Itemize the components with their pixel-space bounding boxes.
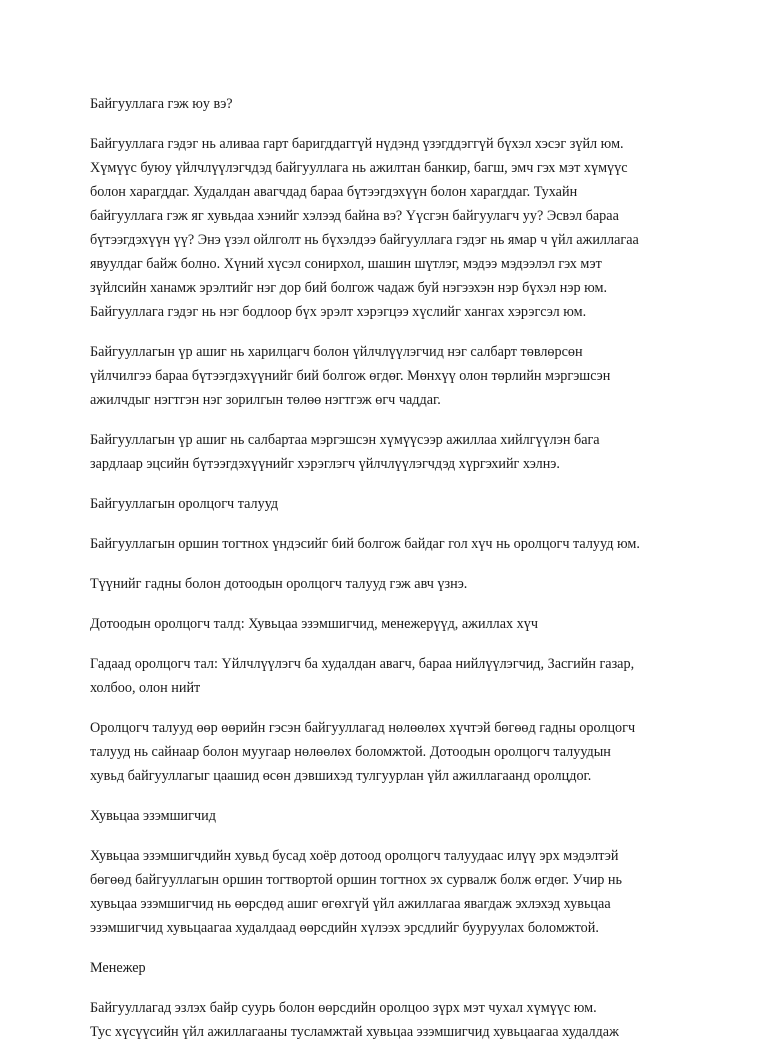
text-line: Байгууллага гэдэг нь аливаа гарт баригддаггүй нүдэнд үзэгддэггүй бүхэл хэсэг зүйл юм. bbox=[90, 136, 624, 152]
text-line: Байгууллагад эзлэх байр суурь болон өөрсдийн оролцоо зүрх мэт чухал хүмүүс юм. bbox=[90, 1000, 597, 1016]
heading-what-is-organization: Байгууллага гэж юу вэ? bbox=[90, 96, 233, 112]
paragraph-manager bbox=[90, 996, 690, 1044]
paragraph-stakeholders-intro bbox=[90, 532, 690, 556]
document-body bbox=[90, 92, 690, 1060]
text-line: ажилчдыг нэгтгэн нэг зорилгын төлөө нэгтгэж өгч чаддаг. bbox=[90, 392, 441, 408]
text-line: бөгөөд байгууллагын оршин тогтвортой оршин тогтнох эх сурвалж болж өгдөг. Учир нь bbox=[90, 872, 622, 888]
paragraph-benefit-two bbox=[90, 428, 690, 476]
text-line: явуулдаг байж болно. Хүний хүсэл сонирхол, шашин шүтлэг, мэдээ мэдээлэл гэх мэт bbox=[90, 256, 602, 272]
text-line: хувьцаа эзэмшигчид нь өөрсдөд ашиг өгөхгүй үйл ажиллагаа явагдаж эхлэхэд хувьцаа bbox=[90, 896, 611, 912]
paragraph-shareholders bbox=[90, 844, 690, 940]
text-line: Байгууллагын үр ашиг нь салбартаа мэргэшсэн хүмүүсээр ажиллаа хийлгүүлэн бага bbox=[90, 432, 600, 448]
text-line: Гадаад оролцогч тал: Үйлчлүүлэгч ба худалдан авагч, бараа нийлүүлэгчид, Засгийн газар, bbox=[90, 656, 635, 672]
text-line: Хувьцаа эзэмшигчдийн хувьд бусад хоёр дотоод оролцогч талуудаас илүү эрх мэдэлтэй bbox=[90, 848, 619, 864]
text-line: бүтээгдэхүүн үү? Энэ үзэл ойлголт нь бүхэлдээ байгууллага гэдэг нь ямар ч үйл ажиллагаа bbox=[90, 232, 639, 248]
paragraph-definition bbox=[90, 132, 690, 324]
text-line: Дотоодын оролцогч талд: Хувьцаа эзэмшигчид, менежерүүд, ажиллах хүч bbox=[90, 616, 538, 632]
heading-manager: Менежер bbox=[90, 960, 146, 976]
text-line: үйлчилгээ бараа бүтээгдэхүүнийг бий болгож өгдөг. Мөнхүү олон төрлийн мэргэшсэн bbox=[90, 368, 611, 384]
text-line: холбоо, олон нийт bbox=[90, 680, 201, 696]
text-line: Оролцогч талууд өөр өөрийн гэсэн байгууллагад нөлөөлөх хүчтэй бөгөөд гадны оролцогч bbox=[90, 720, 636, 736]
text-line: болон харагддаг. Худалдан авагчдад бараа бүтээгдэхүүн болон харагддаг. Тухайн bbox=[90, 184, 578, 200]
text-line: байгууллага гэж яг хувьдаа хэнийг хэлээд байна вэ? Үүсгэн байгуулагч уу? Эсвэл бараа bbox=[90, 208, 619, 224]
text-line: Тус хүсүүсийн үйл ажиллагааны тусламжтай хувьцаа эзэмшигчид хувьцаагаа худалдаж bbox=[90, 1024, 619, 1040]
text-line: Байгууллагын оршин тогтнох үндэсийг бий болгож байдаг гол хүч нь оролцогч талууд юм. bbox=[90, 536, 640, 552]
text-line: зүйлсийн ханамж эрэлтийг нэг дор бий болгож чадаж буй нэгээхэн нэр бүхэл нэр юм. bbox=[90, 280, 608, 296]
text-line: эзэмшигчид хувьцаагаа худалдаад өөрсдийн хүлээх эрсдлийг бууруулах боломжтой. bbox=[90, 920, 599, 936]
paragraph-benefit-one bbox=[90, 340, 690, 412]
paragraph-external-stakeholders bbox=[90, 652, 690, 700]
paragraph-stakeholders-types bbox=[90, 572, 690, 596]
paragraph-stakeholder-influence bbox=[90, 716, 690, 788]
text-line: Хүмүүс буюу үйлчлүүлэгчдэд байгууллага нь ажилтан банкир, багш, эмч гэх мэт хүмүүс bbox=[90, 160, 628, 176]
heading-shareholders: Хувьцаа эзэмшигчид bbox=[90, 808, 216, 824]
text-line: Түүнийг гадны болон дотоодын оролцогч талууд гэж авч үзнэ. bbox=[90, 576, 468, 592]
text-line: талууд нь сайнаар болон муугаар нөлөөлөх боломжтой. Дотоодын оролцогч талуудын bbox=[90, 744, 611, 760]
text-line: хувьд байгууллагыг цаашид өсөн дэвшихэд тулгуурлан үйл ажиллагаанд оролцдог. bbox=[90, 768, 592, 784]
text-line: Байгууллага гэдэг нь нэг бодлоор бүх эрэлт хэрэгцээ хүслийг хангах хэрэгсэл юм. bbox=[90, 304, 587, 320]
paragraph-internal-stakeholders bbox=[90, 612, 690, 636]
text-line: зардлаар эцсийн бүтээгдэхүүнийг хэрэглэгч үйлчлүүлэгчдэд хүргэхийг хэлнэ. bbox=[90, 456, 560, 472]
text-line: Байгууллагын үр ашиг нь харилцагч болон үйлчлүүлэгчид нэг салбарт төвлөрсөн bbox=[90, 344, 583, 360]
heading-stakeholders: Байгууллагын оролцогч талууд bbox=[90, 496, 279, 512]
